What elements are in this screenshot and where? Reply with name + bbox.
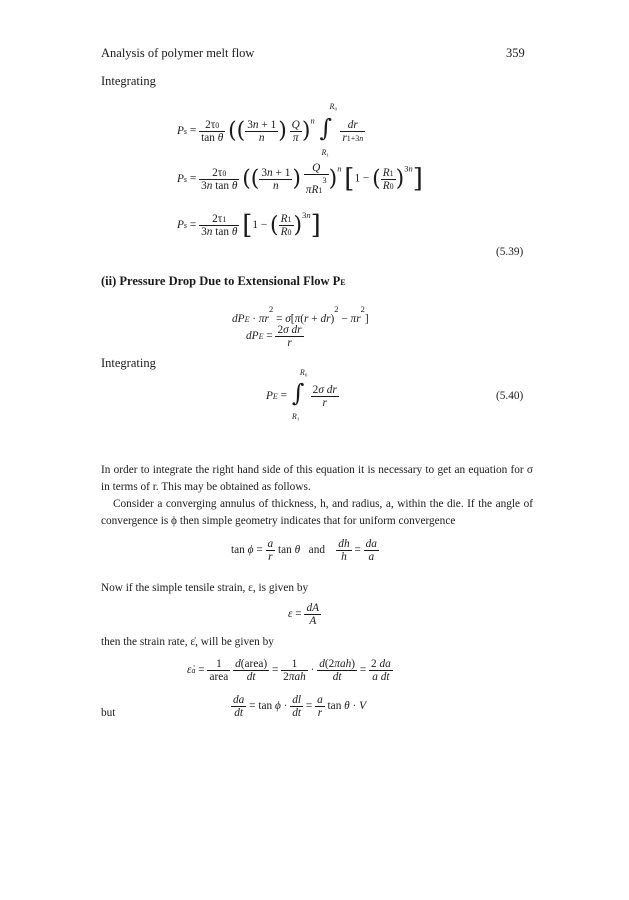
- paragraph-4: then the strain rate, ε̇, will be given by: [101, 636, 274, 648]
- equation-strain-rate: ε̇a = $\frac{1}{\text{area}}$ $\frac{\text{d(area)}}{dt}$ = $\frac{1}{\text{2πah}}$ · $\frac{\text{d(2πah)}}{dt}$ = $\frac{2 da}{\text{a dt}}$: [187, 658, 391, 683]
- equation-ps-evaluated: Ps = $\frac{2\tau 0}{\text{3n tan θ}}$ (( $\frac{3n + 1}{n}$ ) $\frac{Q}{\pi R1^3}$ )$^n$ [1 − ( $\frac{R1}{R0}$ )$^{3n}$]: [177, 162, 423, 196]
- paragraph-integrate: [101, 462, 533, 530]
- equation-convergence: tan ϕ = $\frac{a}{r}$ tan θ and $\frac{dh}{h}$ = $\frac{da}{a}$: [231, 538, 377, 563]
- paragraph-strain-rate: [101, 634, 533, 651]
- equation-5-39: Ps = $\frac{2\tau 1}{\text{3n tan θ}}$ [1 − ( $\frac{R1}{R0}$ )$^{3n}$]: [177, 210, 321, 241]
- equation-number-5-40: (5.40): [496, 390, 524, 402]
- paragraph-1: In order to integrate the right hand side of this equation it is necessary to get an equation for σ in terms of r. This may be obtained as follows.: [101, 464, 533, 493]
- equation-dpe: dPE = $\frac{\text{2σ dr}}{r}$: [246, 324, 302, 349]
- page-number: 359: [506, 46, 525, 60]
- running-title: Analysis of polymer melt flow: [101, 46, 255, 60]
- but-label: but: [101, 707, 116, 719]
- integrating-label-1: Integrating: [101, 74, 156, 88]
- equation-5-40: PE = ∫ R₀ R₁ $\frac{\text{2σ dr}}{r}$: [266, 368, 337, 421]
- equation-number-5-39: (5.39): [496, 246, 524, 258]
- section-heading: (ii) Pressure Drop Due to Extensional Flow PE: [101, 274, 346, 288]
- paragraph-strain: [101, 580, 533, 597]
- equation-ps-integral: Ps = $\frac{2\tau 0}{\text{tan θ}}$ (( $\frac{3n + 1}{n}$ ) $\frac{Q}{\pi}$ )$^n$ ∫ R₀ R₁ $\frac{dr}{r1+3n}$: [177, 102, 364, 157]
- paragraph-3: Now if the simple tensile strain, ε, is given by: [101, 582, 309, 594]
- equation-force-balance: dPE · $\pi r^2 = \sigma[\pi(r + dr)^2 - \pi r^2]$: [232, 304, 369, 325]
- equation-strain: ε = $\frac{dA}{A}$: [288, 602, 320, 627]
- integrating-label-2: Integrating: [101, 356, 156, 370]
- equation-velocity: $\frac{da}{dt}$ = tan ϕ · $\frac{dl}{dt}$ = $\frac{a}{r}$ tan θ · V: [233, 694, 367, 719]
- paragraph-2: Consider a converging annulus of thickness, h, and radius, a, within the die. If the angle of convergence is ϕ then simple geometry indicates that for uniform convergence: [101, 498, 533, 527]
